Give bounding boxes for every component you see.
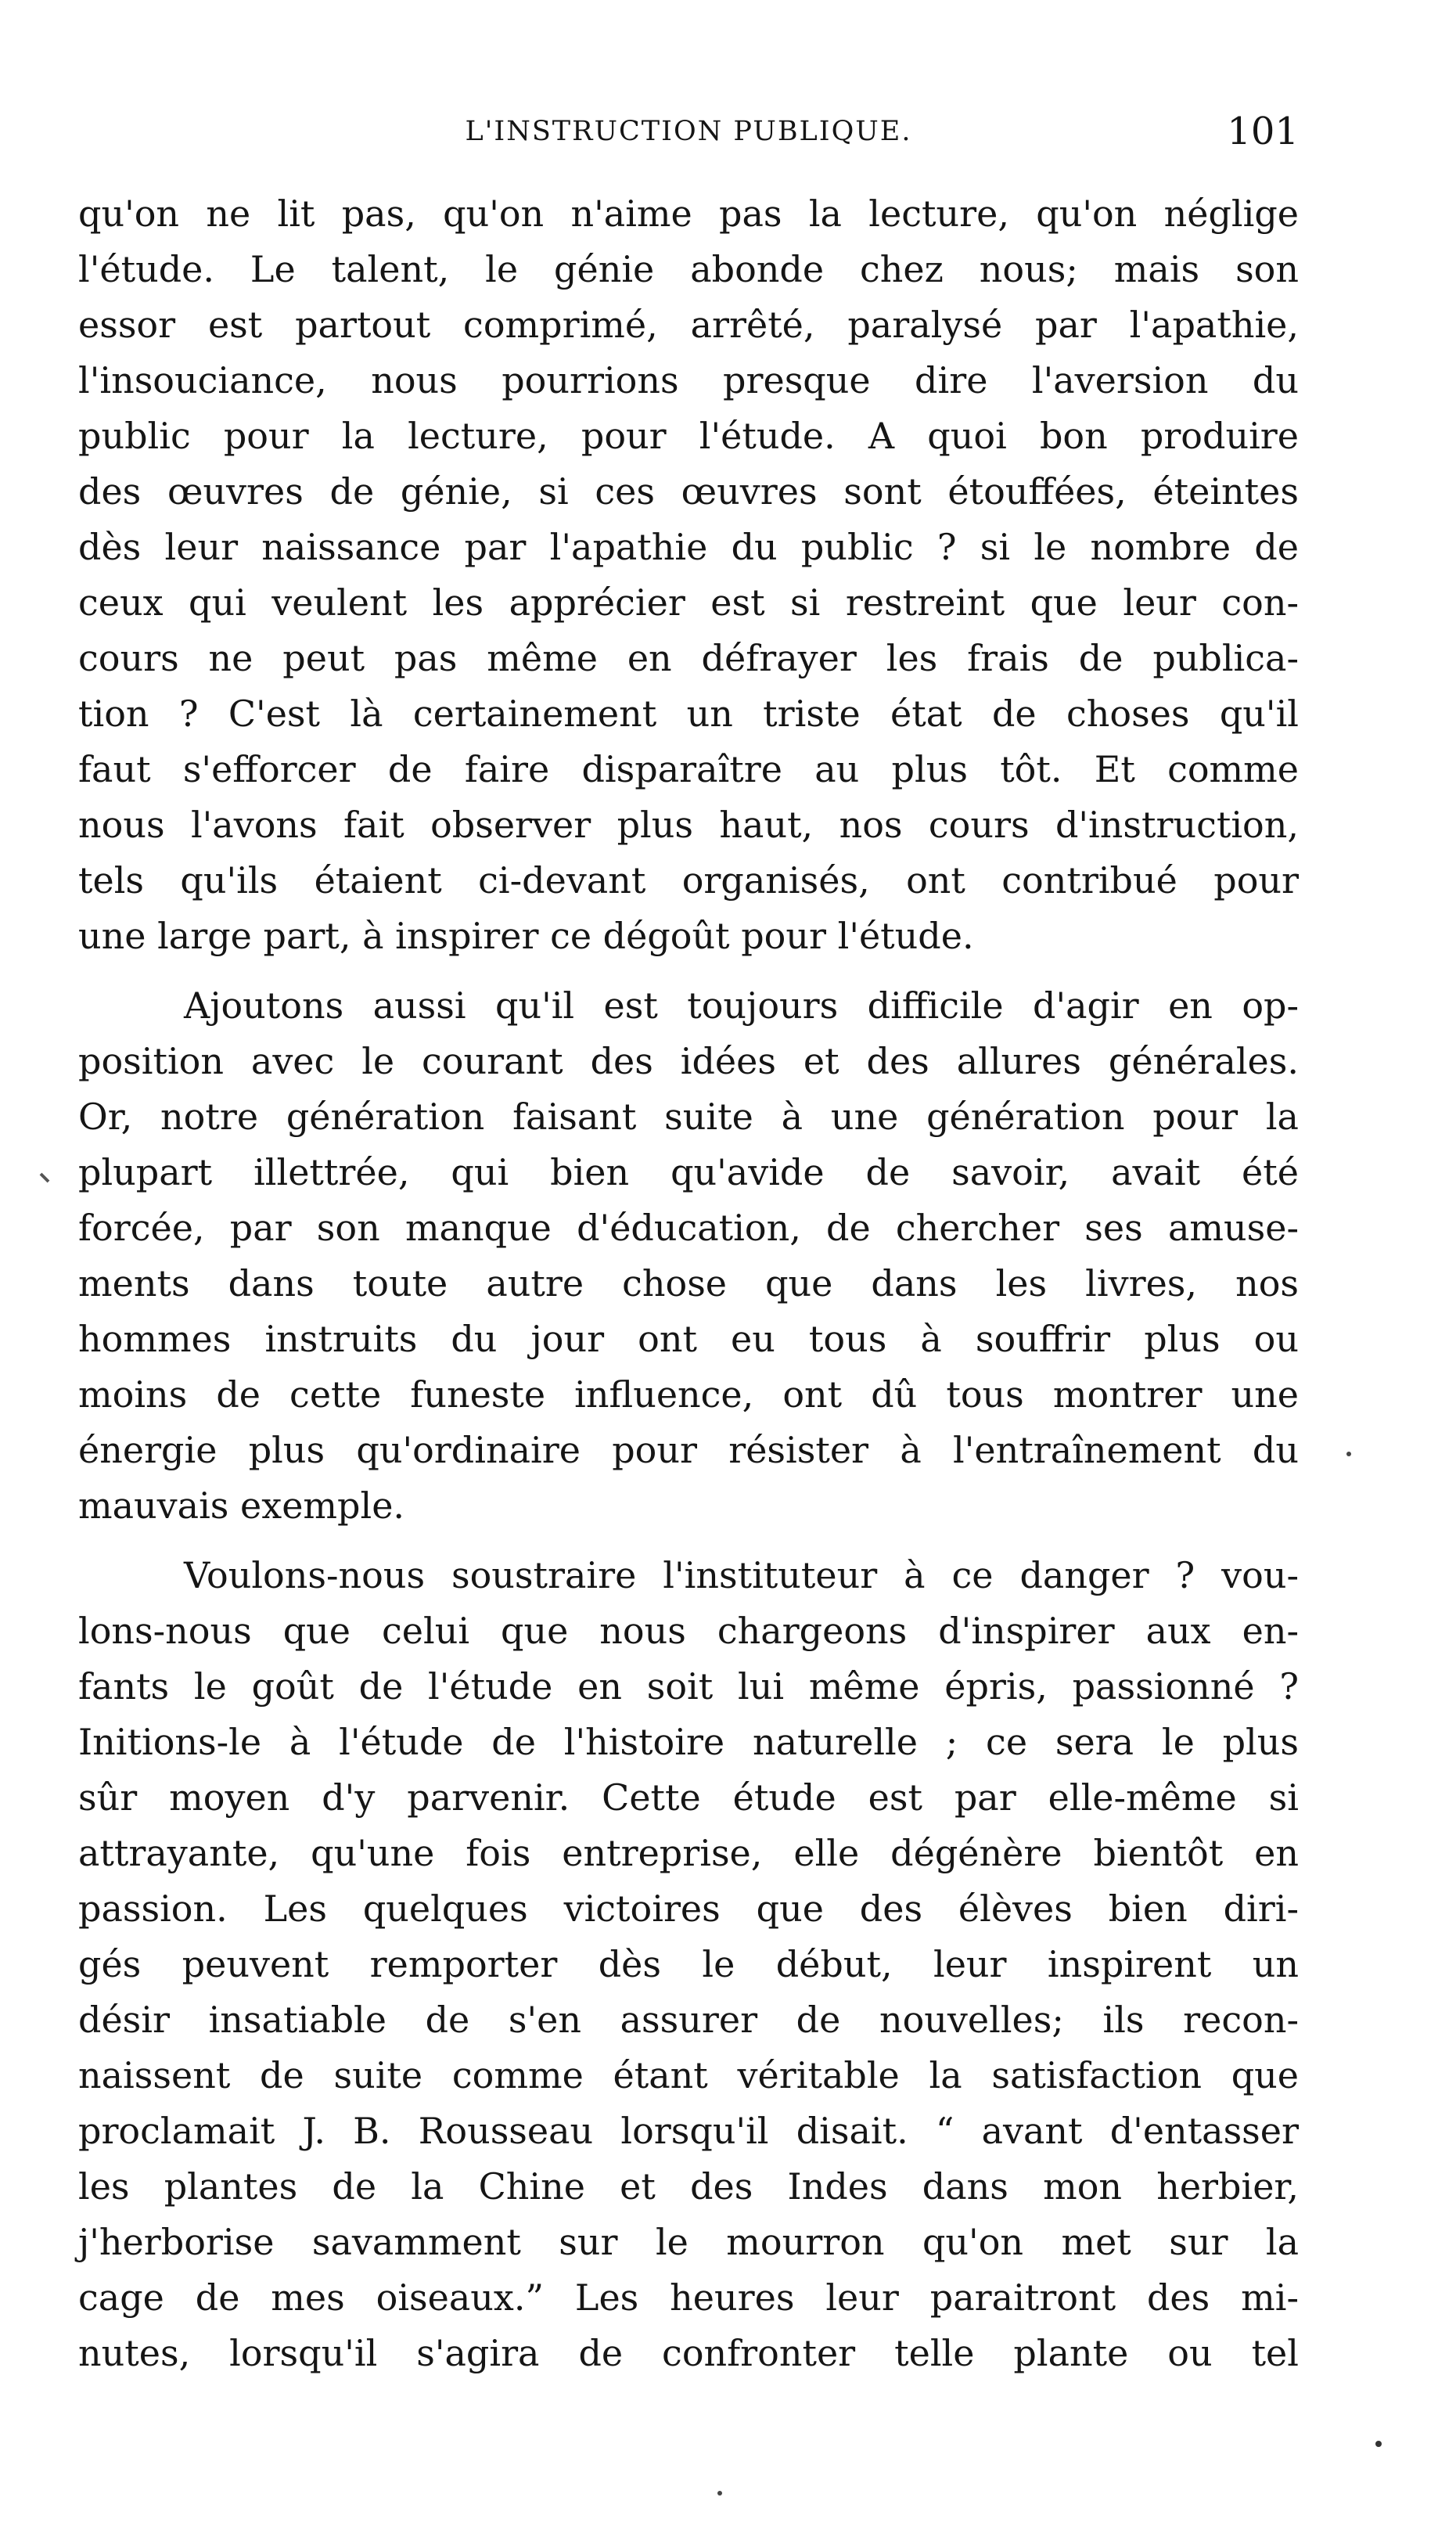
ink-speck bbox=[1346, 1452, 1351, 1456]
text-line: passion. Les quelques victoires que des élèves bien diri- bbox=[78, 1887, 1299, 1930]
text-line: Or, notre génération faisant suite à une génération pour la bbox=[78, 1096, 1299, 1138]
text-line: plupart illettrée, qui bien qu'avide de savoir, avait été bbox=[78, 1151, 1299, 1193]
text-line: essor est partout comprimé, arrêté, paralysé par l'apathie, bbox=[78, 304, 1299, 346]
text-line: cage de mes oiseaux.” Les heures leur paraitront des mi- bbox=[78, 2276, 1299, 2319]
text-line: dès leur naissance par l'apathie du public ? si le nombre de bbox=[78, 526, 1299, 568]
text-line: sûr moyen d'y parvenir. Cette étude est par elle-même si bbox=[78, 1776, 1299, 1819]
paragraph-3 bbox=[78, 1548, 1299, 2381]
text-line: des œuvres de génie, si ces œuvres sont étouffées, éteintes bbox=[78, 470, 1299, 513]
text-line: naissent de suite comme étant véritable la satisfaction que bbox=[78, 2054, 1299, 2096]
text-line: tion ? C'est là certainement un triste état de choses qu'il bbox=[78, 693, 1299, 735]
text-line: tels qu'ils étaient ci-devant organisés, ont contribué pour bbox=[78, 859, 1299, 901]
paragraph-2 bbox=[78, 978, 1299, 1534]
ink-speck bbox=[1375, 2441, 1382, 2447]
text-line: j'herborise savamment sur le mourron qu'on met sur la bbox=[78, 2221, 1299, 2263]
paragraph-gap bbox=[78, 1534, 1299, 1548]
text-line: faut s'efforcer de faire disparaître au plus tôt. Et comme bbox=[78, 748, 1299, 790]
text-line: Voulons-nous soustraire l'instituteur à ce danger ? vou- bbox=[184, 1554, 1299, 1596]
text-line: l'insouciance, nous pourrions presque dire l'aversion du bbox=[78, 359, 1299, 401]
paragraph-gap bbox=[78, 964, 1299, 978]
ink-speck bbox=[41, 1174, 49, 1182]
text-line: ments dans toute autre chose que dans les livres, nos bbox=[78, 1262, 1299, 1304]
text-line: énergie plus qu'ordinaire pour résister à l'entraînement du bbox=[78, 1429, 1299, 1471]
text-line: désir insatiable de s'en assurer de nouvelles; ils recon- bbox=[78, 1999, 1299, 2041]
text-line: proclamait J. B. Rousseau lorsqu'il disait. “ avant d'entasser bbox=[78, 2110, 1299, 2152]
text-line: position avec le courant des idées et des allures générales. bbox=[78, 1040, 1299, 1082]
page-number: 101 bbox=[1227, 110, 1299, 153]
text-line: nous l'avons fait observer plus haut, nos cours d'instruction, bbox=[78, 804, 1299, 846]
text-line: public pour la lecture, pour l'étude. A quoi bon produire bbox=[78, 415, 1299, 457]
text-line: l'étude. Le talent, le génie abonde chez nous; mais son bbox=[78, 248, 1299, 290]
body-text bbox=[78, 186, 1299, 2381]
ink-speck bbox=[717, 2491, 722, 2496]
text-line: hommes instruits du jour ont eu tous à souffrir plus ou bbox=[78, 1318, 1299, 1360]
text-line: une large part, à inspirer ce dégoût pour l'étude. bbox=[78, 915, 974, 957]
text-line: qu'on ne lit pas, qu'on n'aime pas la lecture, qu'on néglige bbox=[78, 193, 1299, 235]
text-line: attrayante, qu'une fois entreprise, elle dégénère bientôt en bbox=[78, 1832, 1299, 1874]
text-line: moins de cette funeste influence, ont dû tous montrer une bbox=[78, 1373, 1299, 1416]
text-line: gés peuvent remporter dès le début, leur inspirent un bbox=[78, 1943, 1299, 1985]
text-line: les plantes de la Chine et des Indes dans mon herbier, bbox=[78, 2165, 1299, 2208]
text-line: cours ne peut pas même en défrayer les frais de publica- bbox=[78, 637, 1299, 679]
text-line: Ajoutons aussi qu'il est toujours difficile d'agir en op- bbox=[184, 984, 1299, 1027]
text-line: mauvais exemple. bbox=[78, 1484, 405, 1527]
text-line: fants le goût de l'étude en soit lui même épris, passionné ? bbox=[78, 1665, 1299, 1708]
text-line: Initions-le à l'étude de l'histoire naturelle ; ce sera le plus bbox=[78, 1721, 1299, 1763]
running-title: L'INSTRUCTION PUBLIQUE. bbox=[465, 116, 912, 147]
text-line: lons-nous que celui que nous chargeons d'inspirer aux en- bbox=[78, 1610, 1299, 1652]
text-line: nutes, lorsqu'il s'agira de confronter telle plante ou tel bbox=[78, 2332, 1299, 2374]
text-line: ceux qui veulent les apprécier est si restreint que leur con- bbox=[78, 581, 1299, 624]
running-head bbox=[78, 110, 1299, 164]
text-line: forcée, par son manque d'éducation, de chercher ses amuse- bbox=[78, 1207, 1299, 1249]
paragraph-1 bbox=[78, 186, 1299, 964]
